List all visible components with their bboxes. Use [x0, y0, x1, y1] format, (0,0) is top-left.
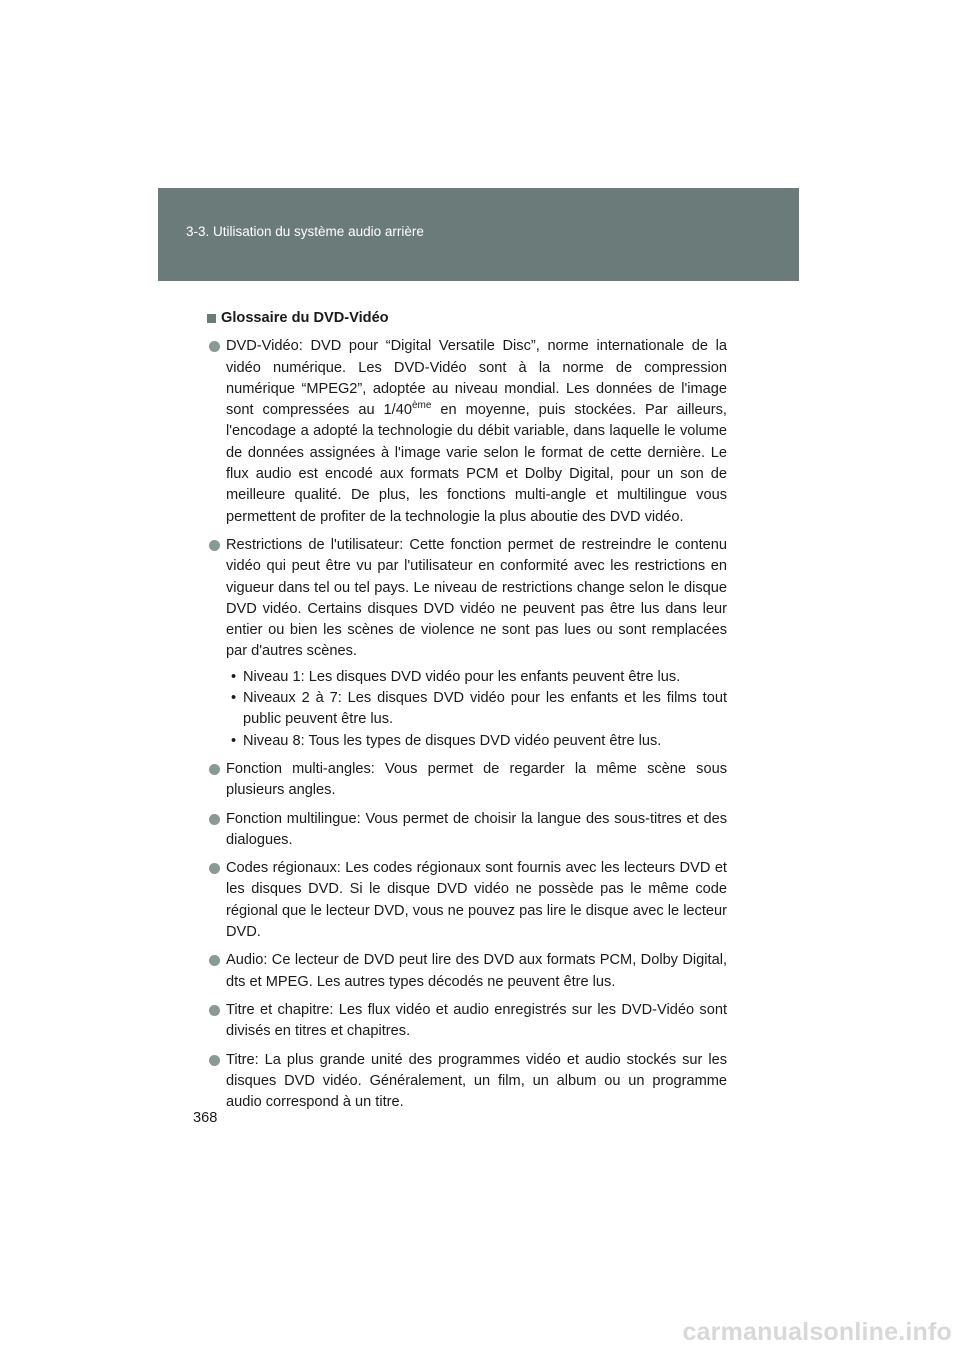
page-number: 368: [193, 1110, 218, 1126]
glossary-title: Glossaire du DVD-Vidéo: [221, 310, 389, 326]
circle-bullet-icon: [209, 1005, 220, 1016]
section-title: 3-3. Utilisation du système audio arrière: [186, 224, 424, 239]
list-item: • Niveaux 2 à 7: Les disques DVD vidéo pour les enfants et les films tout public peuvent être lus.: [231, 690, 727, 728]
section-header: [158, 188, 799, 281]
list-item: • Niveau 8: Tous les types de disques DVD vidéo peuvent être lus.: [231, 732, 662, 749]
square-bullet-icon: [207, 314, 216, 323]
circle-bullet-icon: [209, 1055, 220, 1066]
list-item: Titre et chapitre: Les flux vidéo et audio enregistrés sur les DVD-Vidéo sont divisés en titres et chapitres.: [205, 1000, 727, 1043]
circle-bullet-icon: [209, 955, 220, 966]
circle-bullet-icon: [209, 814, 220, 825]
circle-bullet-icon: [209, 540, 220, 551]
list-item: • Niveau 1: Les disques DVD vidéo pour les enfants peuvent être lus.: [231, 668, 681, 685]
list-item: DVD-Vidéo: DVD pour “Digital Versatile Disc”, norme internationale de la vidéo numérique. Les DVD-Vidéo sont à la norme de compression numérique “MPEG2”, adoptée au niveau mondial. Les données de l'image sont compressées au 1/40ème en moyenne, puis stockées. Par ailleurs, l'encodage a adopté la technologie du débit variable, dans laquelle le volume de données assignées à l'image varie selon le format de cette dernière. Le flux audio est encodé aux formats PCM et Dolby Digital, pour un son de meilleure qualité. De plus, les fonctions multi-angle et multilingue vous permettent de profiter de la technologie la plus aboutie des DVD vidéo.: [205, 336, 727, 528]
list-item: Codes régionaux: Les codes régionaux sont fournis avec les lecteurs DVD et les disques DVD. Si le disque DVD vidéo ne possède pas le même code régional que le lecteur DVD, vous ne pouvez pas lire le disque avec le lecteur DVD.: [205, 858, 727, 943]
circle-bullet-icon: [209, 764, 220, 775]
restriction-levels: [205, 667, 727, 752]
circle-bullet-icon: [209, 863, 220, 874]
list-item: Fonction multilingue: Vous permet de choisir la langue des sous-titres et des dialogues.: [205, 809, 727, 852]
list-item: Fonction multi-angles: Vous permet de regarder la même scène sous plusieurs angles.: [205, 759, 727, 802]
circle-bullet-icon: [209, 341, 220, 352]
page-content: [205, 308, 727, 1113]
list-item: Audio: Ce lecteur de DVD peut lire des DVD aux formats PCM, Dolby Digital, dts et MPEG. Les autres types décodés ne peuvent être lus.: [205, 950, 727, 993]
glossary-heading: [205, 308, 727, 329]
list-item: Titre: La plus grande unité des programmes vidéo et audio stockés sur les disques DVD vidéo. Généralement, un film, un album ou un programme audio correspond à un titre.: [205, 1050, 727, 1114]
list-item: Restrictions de l'utilisateur: Cette fonction permet de restreindre le contenu vidéo qui peut être vu par l'utilisateur en conformité avec les restrictions en vigueur dans tel ou tel pays. Le niveau de restrictions change selon le disque DVD vidéo. Certains disques DVD vidéo ne peuvent pas être lus dans leur entier ou bien les scènes de violence ne sont pas lues ou sont remplacées par d'autres scènes.: [205, 535, 727, 663]
watermark: carmanualsonline.info: [682, 1318, 952, 1346]
